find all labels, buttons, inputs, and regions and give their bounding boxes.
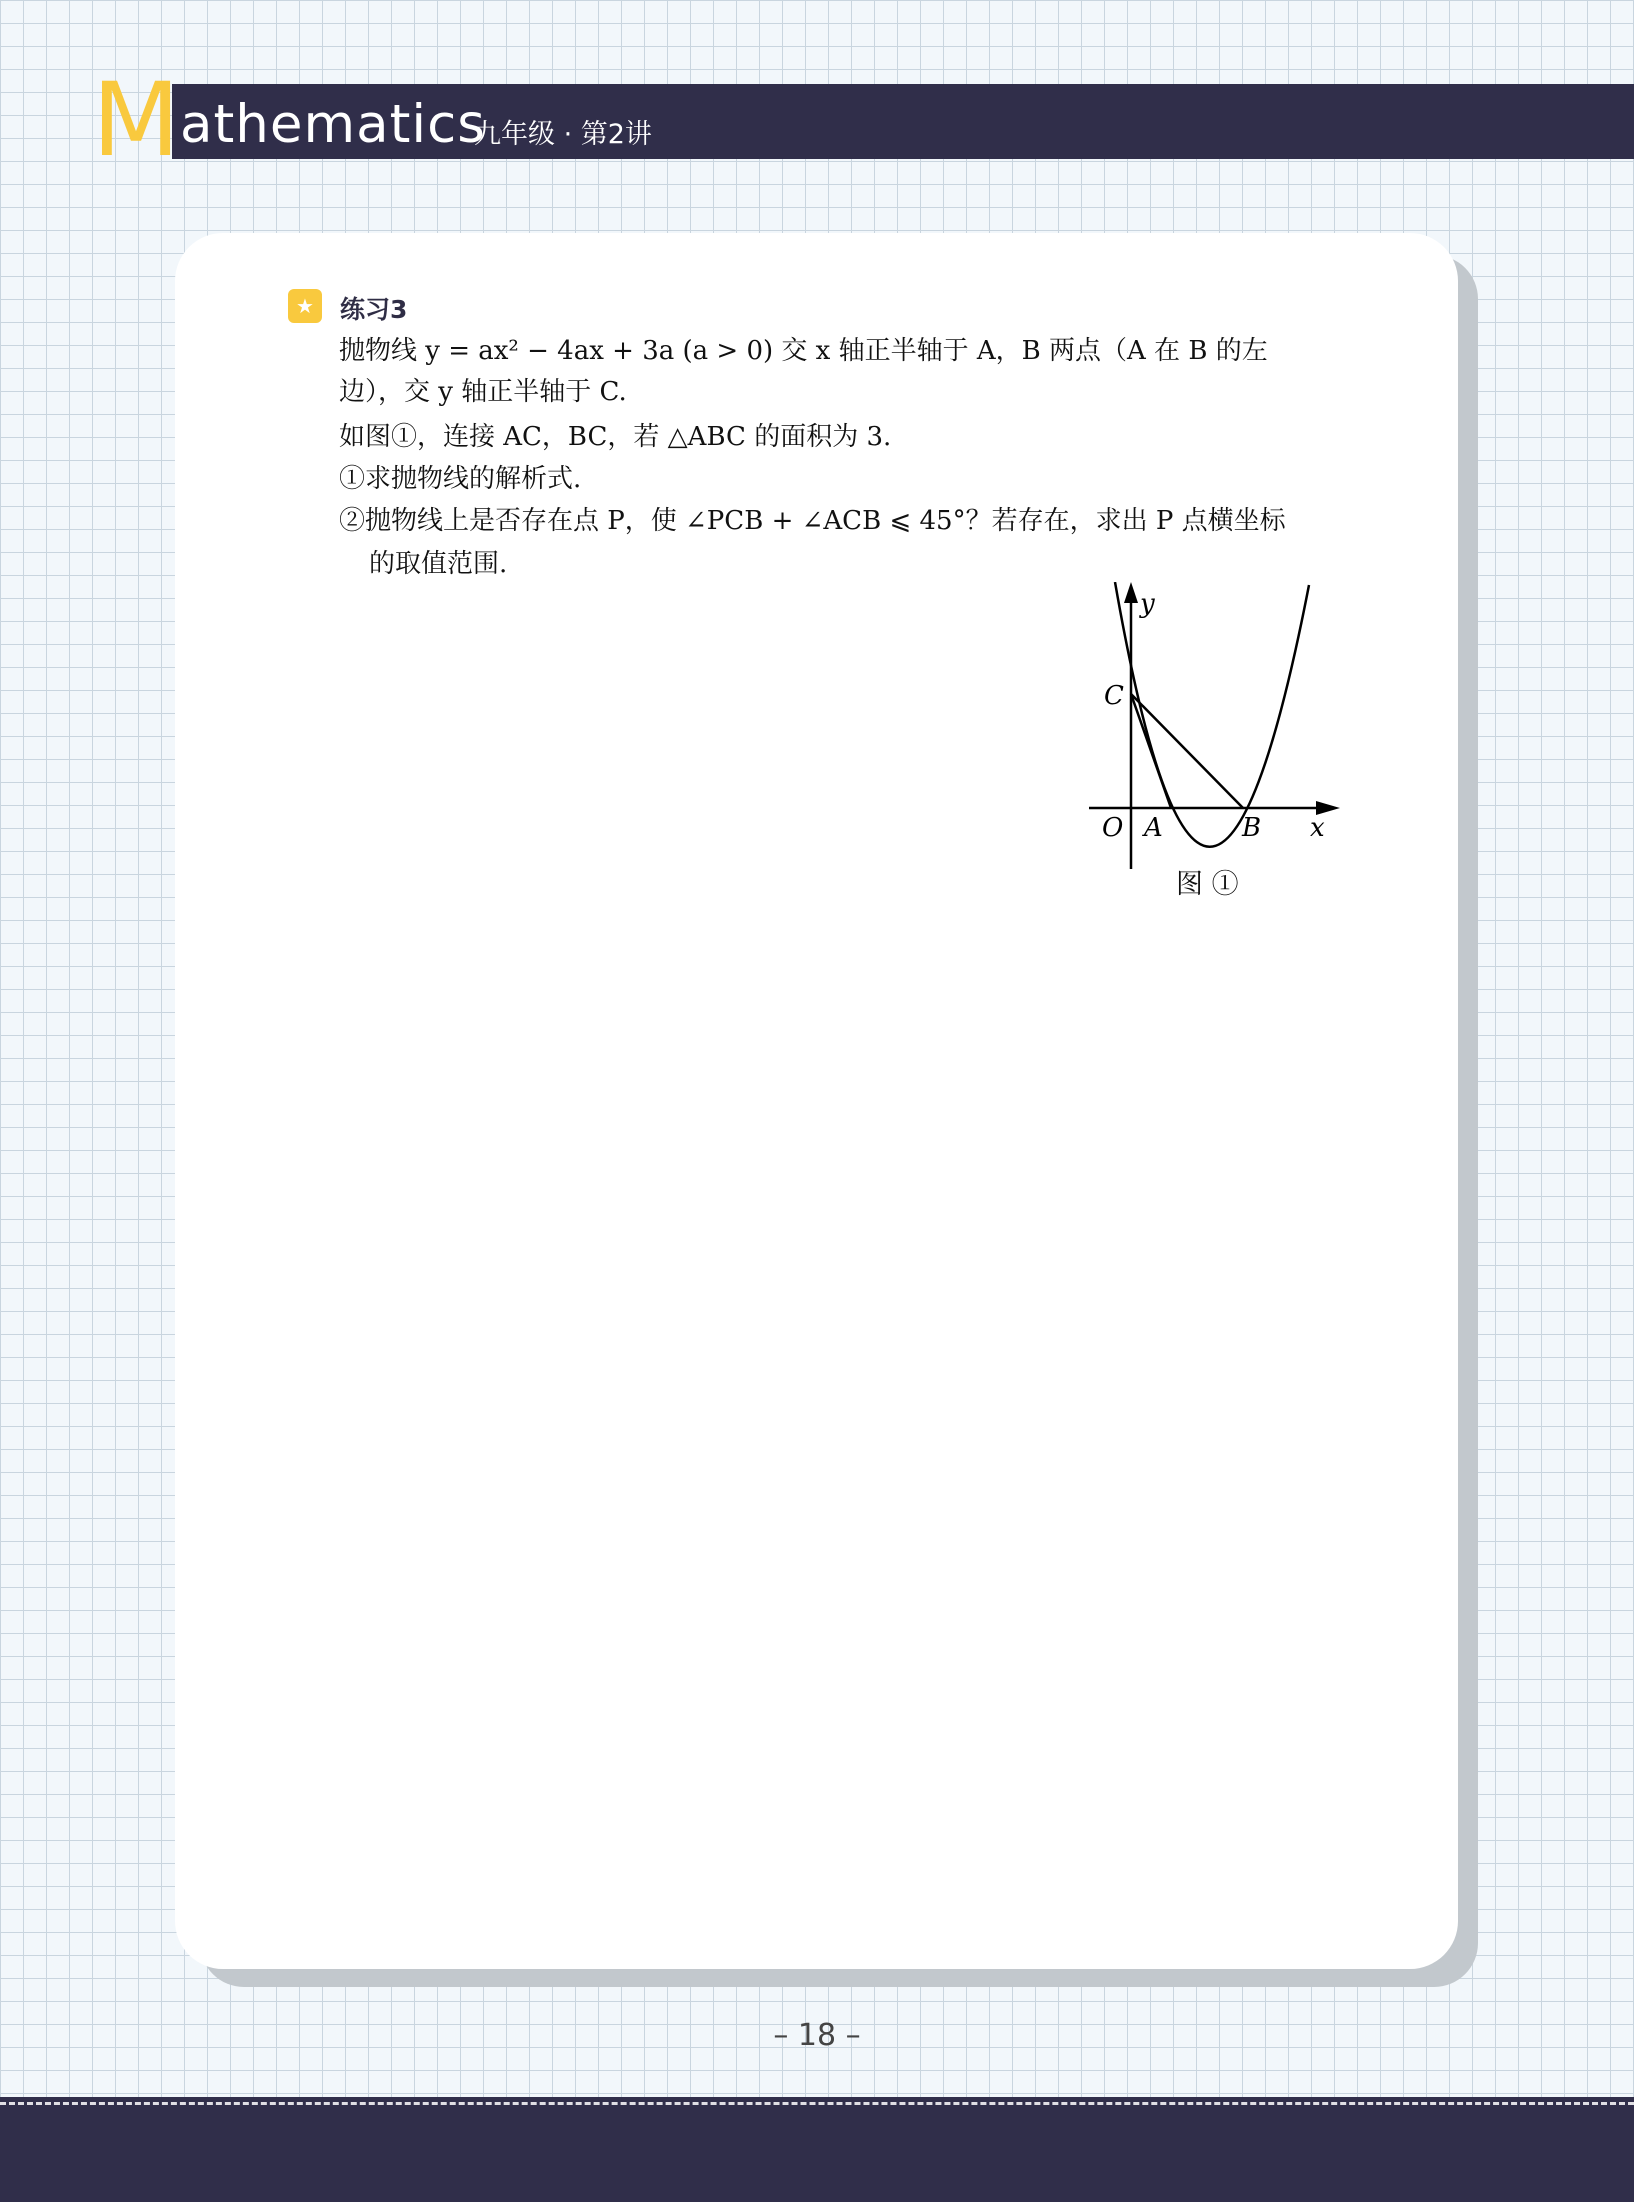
y-axis-arrow: [1124, 582, 1138, 603]
parabola-figure: [1084, 582, 1354, 872]
footer-dashed-line: [0, 2102, 1634, 2105]
exercise-title: 练习3: [340, 295, 408, 324]
figure-caption: 图 ①: [1176, 869, 1239, 900]
page-number: – 18 –: [773, 2018, 861, 2053]
origin-label: O: [1102, 813, 1124, 843]
segment-ac: [1131, 694, 1171, 808]
question-line-3: 如图①，连接 AC，BC，若 △ABC 的面积为 3.: [339, 422, 892, 452]
lesson-subtitle: 九年级 · 第2讲: [474, 119, 652, 150]
star-icon: ★: [288, 289, 322, 323]
question-line-2: 边），交 y 轴正半轴于 C.: [339, 377, 627, 407]
segment-bc: [1131, 694, 1243, 808]
point-a-label: A: [1144, 813, 1163, 843]
question-line-1: 抛物线 y = ax² − 4ax + 3a (a > 0) 交 x 轴正半轴于 A，B 两点（A 在 B 的左: [339, 336, 1268, 366]
point-c-label: C: [1104, 681, 1124, 711]
question-part-2: ②抛物线上是否存在点 P，使 ∠PCB + ∠ACB ⩽ 45°？若存在，求出 P 点横坐标: [339, 506, 1286, 536]
x-axis-label: x: [1310, 813, 1325, 843]
y-axis-label: y: [1140, 589, 1155, 619]
logo-text: athematics: [180, 94, 486, 155]
question-part-2-cont: 的取值范围.: [369, 549, 508, 579]
footer-band: [0, 2097, 1634, 2202]
point-b-label: B: [1242, 813, 1262, 843]
question-part-1: ①求抛物线的解析式.: [339, 464, 582, 494]
logo-letter: M: [92, 61, 181, 180]
